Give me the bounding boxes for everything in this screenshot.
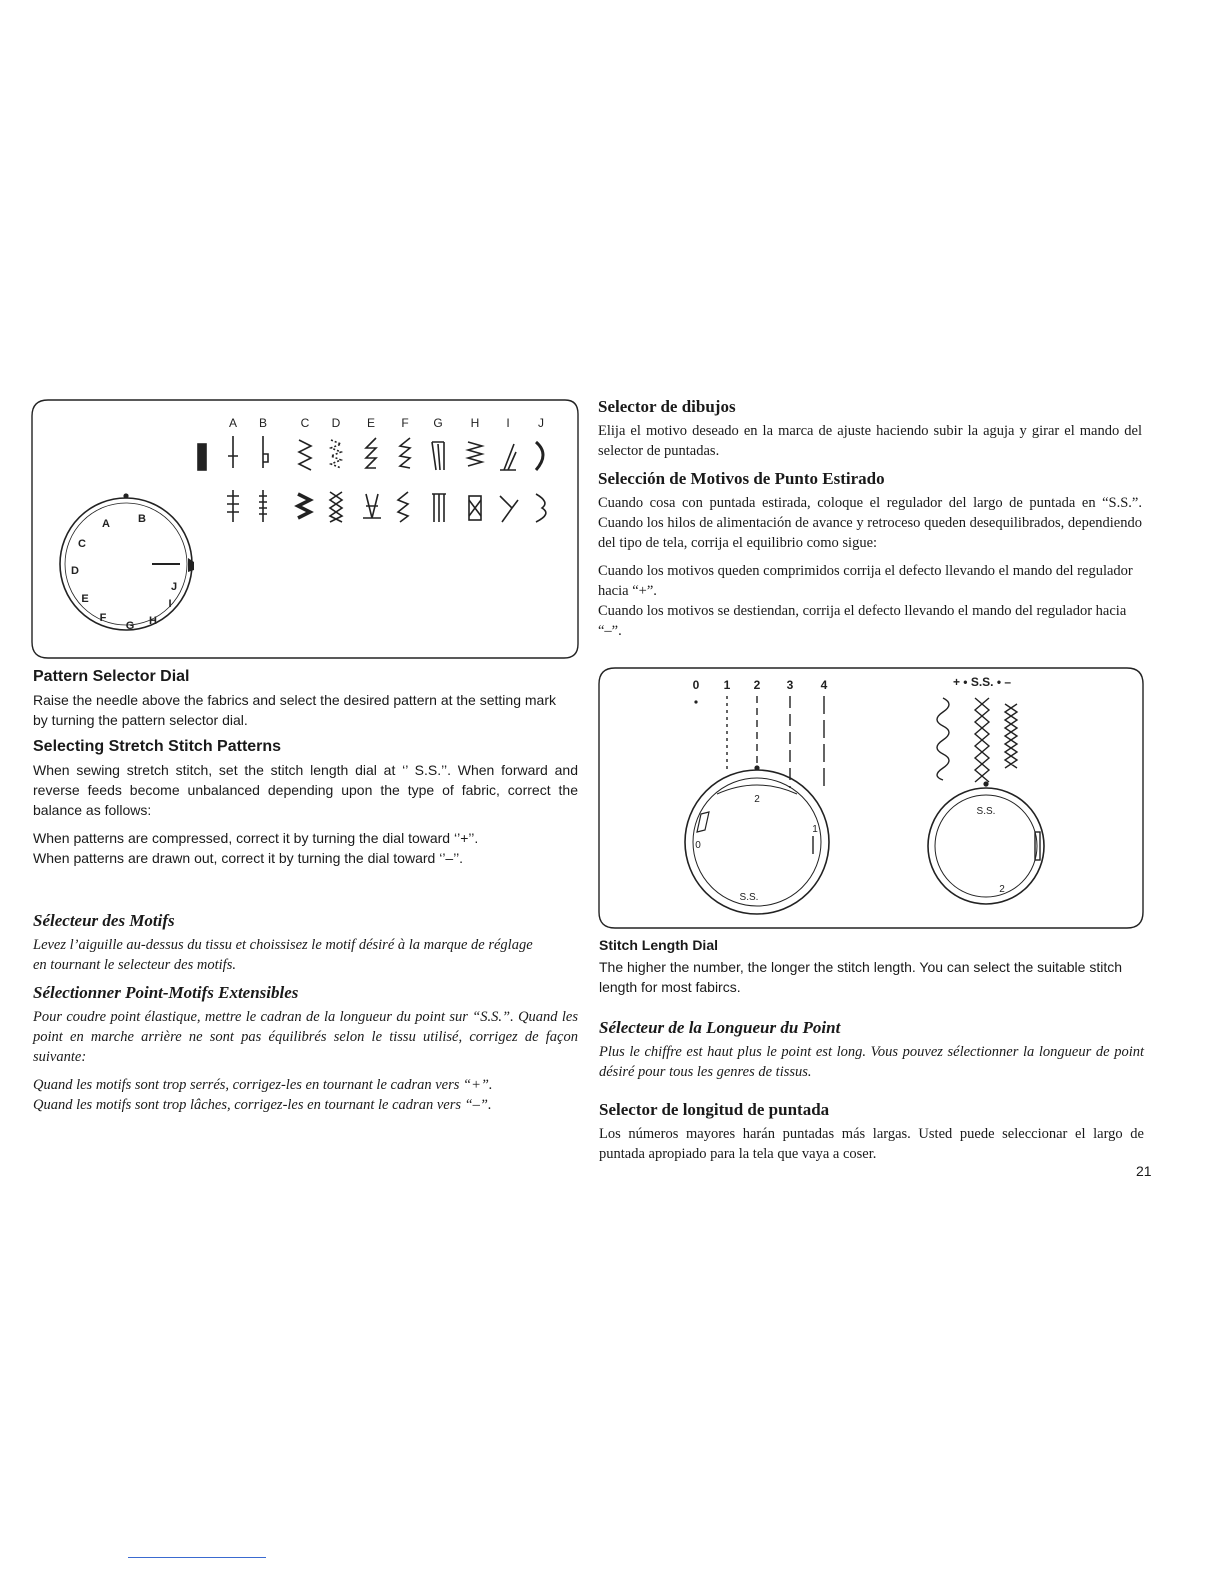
dial-letter: G xyxy=(125,620,135,632)
multi-zigzag-icon xyxy=(331,440,341,468)
page-number: 21 xyxy=(1136,1163,1152,1179)
length-number: 3 xyxy=(786,678,794,692)
stretch-stitch-heading: Selecting Stretch Stitch Patterns xyxy=(33,738,282,755)
dial-letter: H xyxy=(149,615,157,627)
stretch-balance-dial xyxy=(928,788,1044,904)
footer-rule xyxy=(128,1557,266,1558)
pattern-letter: C xyxy=(300,416,310,430)
stretch-stitch-text: When sewing stretch stitch, set the stitch length dial at ‘’ S.S.’’. When forward and reverse feeds become unbalanced depending upon the type of fabric, correct the balance as follows: xyxy=(33,762,578,818)
pattern-selector-figure xyxy=(30,396,582,660)
text-line: When patterns are drawn out, correct it by turning the dial toward ‘’–’’. xyxy=(33,850,464,866)
pattern-letter: G xyxy=(433,416,443,430)
straight-stitch-icon xyxy=(228,436,238,468)
spanish-section xyxy=(598,397,1142,649)
pattern-letter: B xyxy=(258,416,268,430)
dial-letter: D xyxy=(71,565,79,577)
stitch-length-heading: Stitch Length Dial xyxy=(599,937,718,953)
honeycomb-icon xyxy=(330,492,342,522)
dial-letter: B xyxy=(138,513,146,525)
dial-letter: F xyxy=(99,612,107,624)
dial-label: S.S. xyxy=(976,806,996,817)
dial-letter: J xyxy=(170,581,178,593)
selector-dibujos-heading: Selector de dibujos xyxy=(598,397,736,416)
stitch-length-figure xyxy=(597,664,1145,932)
dial-letter: A xyxy=(102,518,110,530)
smocking-icon xyxy=(469,500,481,516)
stitch-patterns-row-1 xyxy=(198,436,543,470)
french-section xyxy=(33,911,578,1123)
motivos-estirado-text: Cuando cosa con puntada estirada, coloque el regulador del largo de puntada en “S.S.”. Cuando los hilos de alimentación de avance y retroceso queden desequilibrados, dependiendo del tipo de tela, corrija el equilibrio como sigue: xyxy=(598,495,1142,551)
compressed-sample-icon xyxy=(1005,704,1017,768)
dial-label: 1 xyxy=(812,824,818,835)
point-motifs-text: Pour coudre point élastique, mettre le cadran de la longueur du point sur “S.S.”. Quand les point en marche arrière ne sont pas équilibrés selon le tissu utilisé, corrigez de façon suivante: xyxy=(33,1009,578,1065)
longitud-puntada-section xyxy=(599,1100,1144,1172)
longueur-point-heading: Sélecteur de la Longueur du Point xyxy=(599,1018,841,1037)
english-section xyxy=(33,668,578,876)
text-line: When patterns are compressed, correct it by turning the dial toward ‘’+’’. xyxy=(33,830,479,846)
pattern-selector-text xyxy=(33,690,578,730)
text-line: Quand les motifs sont trop lâches, corrigez-les en tournant le cadran vers “–”. xyxy=(33,1097,492,1113)
selector-dibujos-text: Elija el motivo deseado en la marca de ajuste haciendo subir la aguja y girar el mando del selector de puntadas. xyxy=(598,423,1142,459)
pattern-selector-dial xyxy=(60,498,194,632)
comprimidos-text: Cuando los motivos queden comprimidos corrija el defecto llevando el mando del regulador hacia “+”. xyxy=(598,563,1133,599)
text-line: en tournant le selecteur des motifs. xyxy=(33,957,236,973)
pattern-letter: F xyxy=(401,416,409,430)
point-motifs-heading: Sélectionner Point-Motifs Extensibles xyxy=(33,983,299,1002)
pattern-letter: H xyxy=(470,416,480,430)
straight-stitch-icon xyxy=(263,436,268,468)
ss-balance-label: + • S.S. • – xyxy=(952,675,1012,689)
dial-letter: E xyxy=(81,593,89,605)
overcast-icon xyxy=(400,438,410,468)
pattern-letter: I xyxy=(506,416,510,430)
selecteur-motifs-text xyxy=(33,935,578,975)
elastic-icon xyxy=(432,442,444,470)
longueur-point-section xyxy=(599,1018,1144,1090)
dial-letter: C xyxy=(78,538,86,550)
ladder-icon xyxy=(432,494,446,522)
dial-label: 2 xyxy=(999,884,1005,895)
blind-hem-icon xyxy=(366,438,376,468)
length-number: 0 xyxy=(692,678,700,692)
dial-letter: I xyxy=(168,598,172,610)
stretch-straight-icon xyxy=(259,490,267,522)
length-number: 1 xyxy=(723,678,731,692)
length-number: 4 xyxy=(820,678,828,692)
shell-icon xyxy=(468,442,482,466)
balance-text-fr xyxy=(33,1075,578,1115)
stitch-length-dial xyxy=(685,770,829,914)
longueur-point-text: Plus le chiffre est haut plus le point est long. Vous pouvez sélectionner la longueur de point désiré pour tous les genres de tissus. xyxy=(599,1044,1144,1080)
pattern-letter: D xyxy=(331,416,341,430)
dial-label: 0 xyxy=(695,840,701,851)
honeycomb-sample-icon xyxy=(975,698,989,782)
longitud-puntada-heading: Selector de longitud de puntada xyxy=(599,1100,830,1119)
serpentine-sample-icon xyxy=(937,698,949,780)
text-line: Levez l’aiguille au-dessus du tissu et choissisez le motif désiré à la marque de réglage xyxy=(33,937,533,953)
stitch-length-samples xyxy=(694,696,824,788)
length-number: 2 xyxy=(753,678,761,692)
dial-label: 2 xyxy=(754,794,760,805)
rickrack-icon xyxy=(363,494,381,518)
selecteur-motifs-heading: Sélecteur des Motifs xyxy=(33,911,175,930)
destiendan-text: Cuando los motivos se destiendan, corrija el defecto llevando el mando del regulador hacia “–”. xyxy=(598,603,1127,639)
scallop-icon xyxy=(500,444,516,470)
text-line: Raise the needle above the fabrics and select the desired pattern at the setting mark xyxy=(33,692,556,708)
motivos-estirado-heading: Selección de Motivos de Punto Estirado xyxy=(598,469,885,488)
stitch-patterns-row-2 xyxy=(227,490,546,522)
stitch-length-section xyxy=(599,937,1144,1005)
feather-icon xyxy=(500,496,518,522)
balance-text xyxy=(33,828,578,868)
zigzag-icon xyxy=(299,440,311,470)
triple-zigzag-icon xyxy=(298,494,310,518)
dial-label: S.S. xyxy=(739,892,759,903)
serpentine-icon xyxy=(536,494,546,522)
stretch-balance-samples xyxy=(937,698,1017,782)
pattern-letter: E xyxy=(366,416,376,430)
pattern-letter: J xyxy=(538,416,544,430)
pattern-letter: A xyxy=(228,416,238,430)
triple-straight-icon xyxy=(227,490,239,522)
stitch-length-text: The higher the number, the longer the stitch length. You can select the suitable stitch length for most fabircs. xyxy=(599,959,1123,995)
crescent-icon xyxy=(536,442,543,470)
text-line: Quand les motifs sont trop serrés, corrigez-les en tournant le cadran vers “+”. xyxy=(33,1077,493,1093)
pattern-selector-heading: Pattern Selector Dial xyxy=(33,668,190,685)
longitud-puntada-text: Los números mayores harán puntadas más largas. Usted puede seleccionar el largo de puntada apropiado para la tela que vaya a coser. xyxy=(599,1126,1144,1162)
stretch-overcast-icon xyxy=(398,492,408,522)
buttonhole-icon xyxy=(198,444,206,470)
text-line: by turning the pattern selector dial. xyxy=(33,712,248,728)
